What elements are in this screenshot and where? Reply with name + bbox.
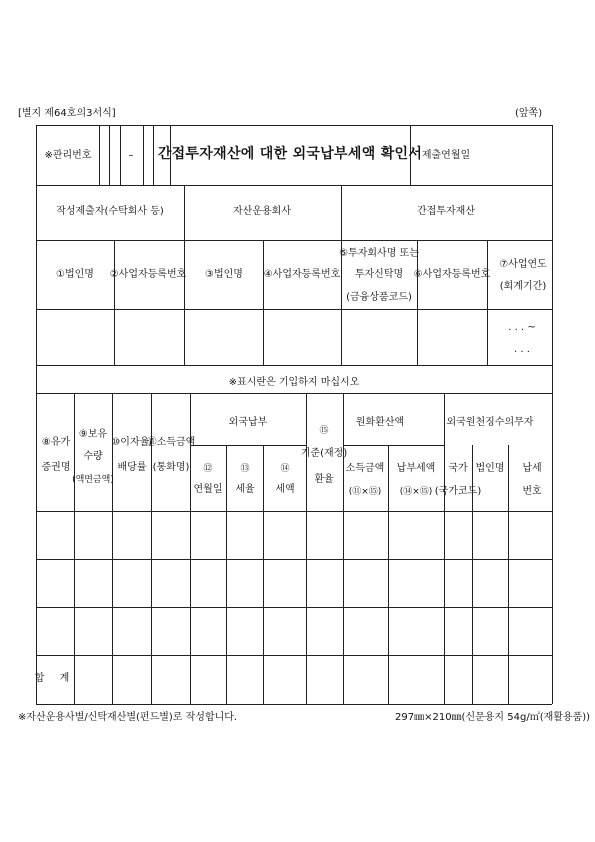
col-fund-name-5-line3: (금융상품코드) bbox=[346, 292, 412, 303]
col-krw-tax: 납부세액 bbox=[396, 463, 436, 474]
col-tax-rate-13-num: ⑬ bbox=[240, 464, 250, 474]
col-fund-name-5-line2: 투자신탁명 bbox=[354, 269, 404, 280]
col-taxpayer-number-line2: 번호 bbox=[522, 486, 542, 497]
col-biz-reg-no-6: ⑥사업자등록번호 bbox=[413, 269, 491, 280]
col-corp-name-3: ③법인명 bbox=[205, 269, 243, 280]
col-biz-reg-no-2: ②사업자등록번호 bbox=[109, 269, 187, 280]
group-foreign-payment: 외국납부 bbox=[228, 417, 268, 428]
col-biz-reg-no-4: ④사업자등록번호 bbox=[263, 269, 341, 280]
col-holding-qty-9-line3: (액면금액) bbox=[72, 475, 114, 485]
footer-note: ※자산운용사별/신탁재산별(펀드별)로 작성합니다. bbox=[18, 712, 238, 723]
col-fiscal-year-7-line2: (회계기간) bbox=[499, 281, 547, 292]
col-holding-qty-9-line2: 수량 bbox=[83, 451, 103, 462]
col-date-12: 연월일 bbox=[193, 484, 223, 495]
period-end-marks: . . . bbox=[514, 344, 530, 355]
total-row-label: 합 계 bbox=[34, 673, 76, 684]
group-krw-conversion: 원화환산액 bbox=[355, 417, 405, 428]
management-number-label: ※관리번호 bbox=[44, 150, 92, 161]
col-date-12-num: ⑫ bbox=[203, 464, 213, 474]
col-fiscal-year-7: ⑦사업연도 bbox=[499, 259, 547, 270]
form-number: [별지 제64호의3서식] bbox=[18, 108, 116, 119]
col-country-code: (국가코드) bbox=[434, 486, 482, 497]
col-income-11-line2: (통화명) bbox=[152, 462, 190, 473]
col-security-name-8-line2: 증권명 bbox=[41, 462, 71, 473]
col-tax-amount-14: 세액 bbox=[275, 484, 295, 495]
notice-text: ※표시란은 기입하지 마십시오 bbox=[228, 377, 360, 388]
period-start-marks: . . . ~ bbox=[508, 322, 536, 333]
col-withholding-corp-name: 법인명 bbox=[475, 463, 505, 474]
page-side-label: (앞쪽) bbox=[515, 108, 543, 119]
col-holding-qty-9: ⑨보유 bbox=[78, 429, 108, 440]
col-krw-tax-formula: (⑭×⑮) bbox=[399, 487, 433, 497]
col-income-11: ⑪소득금액 bbox=[146, 437, 196, 448]
col-tax-rate-13: 세율 bbox=[235, 484, 255, 495]
col-taxpayer-number: 납세 bbox=[522, 463, 542, 474]
paper-spec: 297㎜×210㎜(신문용지 54g/㎡(재활용품)) bbox=[395, 712, 591, 723]
form-title: 간접투자재산에 대한 외국납부세액 확인서 bbox=[157, 146, 423, 162]
col-fund-name-5: ⑤투자회사명 또는 bbox=[339, 248, 419, 259]
col-tax-amount-14-num: ⑭ bbox=[280, 464, 290, 474]
section-submitter: 작성제출자(수탁회사 등) bbox=[56, 206, 164, 217]
section-indirect-asset: 간접투자재산 bbox=[417, 206, 475, 217]
col-exchange-rate-15-num: ⑮ bbox=[319, 426, 329, 436]
group-withholding-agent: 외국원천징수의무자 bbox=[446, 417, 534, 428]
management-number-dash: – bbox=[128, 150, 134, 161]
col-security-name-8: ⑧유가 bbox=[41, 437, 71, 448]
col-krw-income-formula: (⑪×⑮) bbox=[348, 487, 382, 497]
col-exchange-rate-15: 기준(재정) bbox=[300, 448, 348, 459]
submit-date-label: 제출연월일 bbox=[421, 150, 471, 161]
section-asset-manager: 자산운용회사 bbox=[233, 206, 291, 217]
col-krw-income: 소득금액 bbox=[345, 463, 385, 474]
col-rate-10: ⑩이자율/ bbox=[111, 437, 153, 448]
col-country: 국가 bbox=[448, 463, 468, 474]
col-exchange-rate-15-line2: 환율 bbox=[314, 474, 334, 485]
col-corp-name-1: ①법인명 bbox=[56, 269, 94, 280]
col-rate-10-line2: 배당률 bbox=[117, 462, 147, 473]
